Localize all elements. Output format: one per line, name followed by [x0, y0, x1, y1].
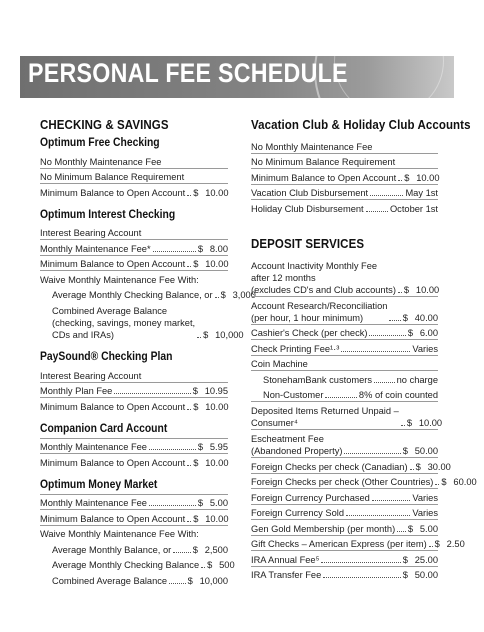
fee-label: Waive Monthly Maintenance Fee With:	[40, 274, 199, 285]
fee-label: Account Research/Reconciliation (per hour, 1 hour minimum)	[251, 300, 388, 323]
fee-label: Account Inactivity Monthly Fee after 12 months (excludes CD's and Club accounts)	[251, 260, 396, 295]
currency-symbol: $	[187, 575, 193, 586]
currency-symbol: $	[402, 446, 408, 456]
title-banner	[20, 56, 454, 98]
dot-leader	[401, 425, 405, 426]
currency-symbol: $	[193, 187, 199, 198]
fee-row	[40, 438, 228, 454]
fee-row	[251, 355, 438, 371]
fee-row	[40, 255, 228, 271]
fee-row	[40, 152, 228, 168]
fee-label: Combined Average Balance	[52, 575, 168, 586]
fee-row	[40, 556, 235, 572]
fee-label: Foreign Checks per check (Canadian)	[251, 461, 408, 472]
fee-value: 10.00	[416, 172, 440, 183]
fee-label: Average Monthly Balance, or	[52, 544, 172, 555]
currency-symbol: $	[403, 284, 410, 295]
fee-row	[251, 324, 438, 340]
fee-value: 10,000	[199, 575, 228, 586]
fee-row	[251, 256, 438, 296]
dot-leader	[149, 505, 196, 506]
currency-symbol: $	[406, 418, 412, 428]
fee-label: Interest Bearing Account	[40, 370, 142, 381]
page-title: PERSONAL FEE SCHEDULE	[28, 58, 348, 88]
dot-leader	[344, 453, 400, 454]
currency-symbol: $	[402, 570, 408, 580]
fee-label: Foreign Currency Purchased	[251, 492, 370, 503]
fee-row	[251, 296, 438, 324]
dot-leader	[187, 521, 191, 522]
fee-value: 8% of coin counted	[358, 390, 438, 400]
dot-leader	[215, 297, 219, 298]
companion-card-rows	[40, 438, 228, 469]
fee-row	[251, 566, 438, 582]
fee-label: Minimum Balance to Open Account	[40, 259, 186, 269]
dot-leader	[397, 531, 406, 532]
dot-leader	[197, 337, 201, 338]
fee-value: 2,500	[204, 544, 228, 555]
fee-value: 10.00	[205, 259, 229, 269]
dot-leader	[153, 251, 196, 252]
free-checking-rows	[40, 152, 228, 199]
fee-label: Minimum Balance to Open Account	[40, 401, 186, 412]
fee-row	[251, 386, 438, 402]
fee-label: Monthly Maintenance Fee*	[40, 243, 151, 254]
fee-row	[40, 366, 228, 382]
fee-value: 10.95	[204, 386, 228, 396]
fee-label: Combined Average Balance (checking, savings, money market, CDs and IRAs)	[52, 306, 196, 340]
fee-row	[40, 525, 228, 541]
fee-row	[40, 270, 228, 286]
fee-label: Average Monthly Checking Balance	[52, 560, 200, 570]
fee-value: 8.00	[209, 243, 228, 254]
fee-value: 60.00	[453, 477, 477, 487]
fee-row	[251, 473, 477, 489]
dot-leader	[325, 397, 356, 398]
fee-value: Varies	[412, 492, 438, 503]
fee-row	[40, 239, 228, 255]
fee-row	[40, 509, 228, 525]
fee-row	[40, 301, 244, 341]
fee-value: 10.00	[205, 187, 229, 198]
fee-row	[251, 339, 438, 355]
fee-value: 10.00	[205, 401, 229, 412]
dot-leader	[410, 469, 414, 470]
fee-label: Foreign Checks per check (Other Countries)	[251, 477, 434, 487]
fee-value: October 1st	[389, 203, 438, 214]
fee-row	[40, 540, 228, 556]
dot-leader	[435, 484, 439, 485]
banner-swoosh-decoration-inner	[334, 6, 444, 116]
fee-value: 30.00	[427, 461, 451, 472]
dot-leader	[321, 562, 400, 563]
fee-value: 10.00	[205, 457, 229, 468]
dot-leader	[149, 449, 196, 450]
fee-label: Minimum Balance to Open Account	[251, 172, 397, 183]
left-column	[40, 118, 256, 587]
fee-label: Waive Monthly Maintenance Fee With:	[40, 529, 199, 539]
currency-symbol: $	[197, 442, 204, 452]
fee-label: Cashier's Check (per check)	[251, 328, 368, 338]
fee-label: Monthly Maintenance Fee	[40, 498, 147, 508]
fee-label: Minimum Balance to Open Account	[40, 457, 186, 468]
currency-symbol: $	[415, 461, 421, 472]
fee-row	[251, 429, 438, 457]
fee-value: 40.00	[414, 312, 438, 323]
fee-row	[251, 370, 438, 386]
dot-leader	[187, 266, 191, 267]
dot-leader	[398, 292, 402, 293]
fee-label: Minimum Balance to Open Account	[40, 513, 186, 524]
fee-label: Minimum Balance to Open Account	[40, 187, 186, 198]
checking-savings-heading: CHECKING & SAVINGS	[40, 118, 169, 132]
dot-leader	[173, 552, 191, 553]
dot-leader	[346, 515, 410, 516]
fee-label: Check Printing Fee¹·³	[251, 343, 340, 354]
fee-value: 10.00	[205, 513, 229, 524]
fee-row	[40, 453, 228, 469]
fee-label: Non-Customer	[263, 390, 324, 400]
currency-symbol: $	[192, 544, 198, 555]
fee-label: Coin Machine	[251, 359, 308, 369]
fee-label: No Minimum Balance Requirement	[251, 157, 396, 167]
dot-leader	[366, 211, 388, 212]
fee-label: Gen Gold Membership (per month)	[251, 523, 396, 534]
fee-row	[251, 137, 438, 153]
fee-label: IRA Annual Fee⁵	[251, 554, 320, 565]
currency-symbol: $	[402, 312, 408, 323]
fee-row	[251, 519, 438, 535]
fee-label: Holiday Club Disbursement	[251, 203, 364, 214]
fee-label: No Monthly Maintenance Fee	[251, 141, 373, 152]
dot-leader	[374, 382, 395, 383]
vacation-club-rows	[251, 137, 438, 215]
money-market-rows	[40, 494, 235, 587]
fee-label: Monthly Maintenance Fee	[40, 442, 147, 452]
fee-row	[251, 199, 438, 215]
dot-leader	[389, 320, 400, 321]
fee-row	[40, 224, 228, 240]
paysound-checking-title: PaySound® Checking Plan	[40, 351, 173, 363]
fee-row	[40, 183, 228, 199]
fee-value: 5.00	[209, 498, 228, 508]
fee-label: Gift Checks – American Express (per item)	[251, 539, 427, 549]
dot-leader	[341, 351, 410, 352]
currency-symbol: $	[407, 328, 414, 338]
fee-label: Deposited Items Returned Unpaid – Consumer⁴	[251, 406, 399, 428]
fee-value: May 1st	[405, 188, 438, 198]
currency-symbol: $	[193, 401, 199, 412]
dot-leader	[201, 567, 205, 568]
fee-value: 5.95	[209, 442, 228, 452]
fee-row	[40, 382, 228, 398]
fee-label: Average Monthly Checking Balance, or	[52, 290, 213, 300]
currency-symbol: $	[207, 560, 213, 570]
currency-symbol: $	[197, 243, 204, 254]
fee-row	[251, 401, 443, 429]
money-market-title: Optimum Money Market	[40, 478, 158, 491]
fee-row	[40, 286, 256, 302]
right-column	[251, 118, 477, 581]
fee-label: No Monthly Maintenance Fee	[40, 156, 162, 167]
currency-symbol: $	[192, 386, 198, 396]
fee-value: 3,000	[232, 290, 256, 300]
fee-row	[251, 153, 438, 169]
fee-label: Vacation Club Disbursement	[251, 188, 369, 198]
currency-symbol: $	[407, 523, 414, 534]
fee-label: Interest Bearing Account	[40, 228, 142, 238]
interest-checking-title: Optimum Interest Checking	[40, 208, 176, 221]
fee-value: 25.00	[414, 554, 438, 565]
vacation-club-heading: Vacation Club & Holiday Club Accounts	[251, 118, 471, 132]
fee-row	[251, 184, 438, 200]
deposit-services-heading: DEPOSIT SERVICES	[251, 236, 365, 251]
dot-leader	[372, 500, 410, 501]
dot-leader	[187, 409, 191, 410]
fee-value: 50.00	[414, 446, 438, 456]
currency-symbol: $	[404, 172, 410, 183]
fee-label: No Minimum Balance Requirement	[40, 172, 185, 182]
currency-symbol: $	[203, 330, 209, 340]
dot-leader	[369, 335, 405, 336]
fee-row	[251, 535, 465, 551]
fee-row	[251, 457, 451, 473]
fee-row	[40, 397, 228, 413]
free-checking-title: Optimum Free Checking	[40, 137, 160, 149]
fee-label: Escheatment Fee (Abandoned Property)	[251, 434, 343, 456]
dot-leader	[429, 546, 433, 547]
fee-label: IRA Transfer Fee	[251, 570, 322, 580]
dot-leader	[370, 195, 403, 196]
fee-value: Varies	[412, 508, 438, 518]
fee-row	[251, 504, 438, 520]
dot-leader	[398, 180, 402, 181]
fee-row	[40, 571, 228, 587]
fee-value: 5.00	[419, 523, 438, 534]
currency-symbol: $	[193, 259, 199, 269]
fee-row	[251, 550, 438, 566]
dot-leader	[187, 465, 191, 466]
companion-card-title: Companion Card Account	[40, 422, 168, 435]
fee-label: StonehamBank customers	[263, 374, 373, 385]
fee-value: 10.00	[418, 418, 443, 428]
currency-symbol: $	[402, 554, 408, 565]
currency-symbol: $	[197, 498, 204, 508]
currency-symbol: $	[193, 457, 199, 468]
fee-value: 6.00	[419, 328, 438, 338]
fee-label: Foreign Currency Sold	[251, 508, 345, 518]
fee-value: 10,000	[215, 330, 244, 340]
dot-leader	[114, 393, 190, 394]
fee-row	[40, 494, 228, 510]
deposit-services-rows	[251, 256, 477, 582]
fee-value: Varies	[412, 343, 438, 354]
currency-symbol: $	[220, 290, 226, 300]
fee-label: Monthly Plan Fee	[40, 386, 113, 396]
fee-value: 50.00	[414, 570, 438, 580]
currency-symbol: $	[434, 539, 440, 549]
currency-symbol: $	[441, 477, 447, 487]
interest-checking-rows	[40, 224, 256, 342]
dot-leader	[187, 195, 191, 196]
fee-row	[40, 168, 228, 184]
currency-symbol: $	[193, 513, 199, 524]
fee-value: no charge	[396, 374, 438, 385]
dot-leader	[323, 577, 400, 578]
dot-leader	[169, 583, 185, 584]
fee-value: 2.50	[446, 539, 465, 549]
fee-value: 500	[219, 560, 235, 570]
fee-value: 10.00	[415, 284, 440, 295]
fee-row	[251, 488, 438, 504]
fee-row	[251, 168, 438, 184]
paysound-checking-rows	[40, 366, 228, 413]
